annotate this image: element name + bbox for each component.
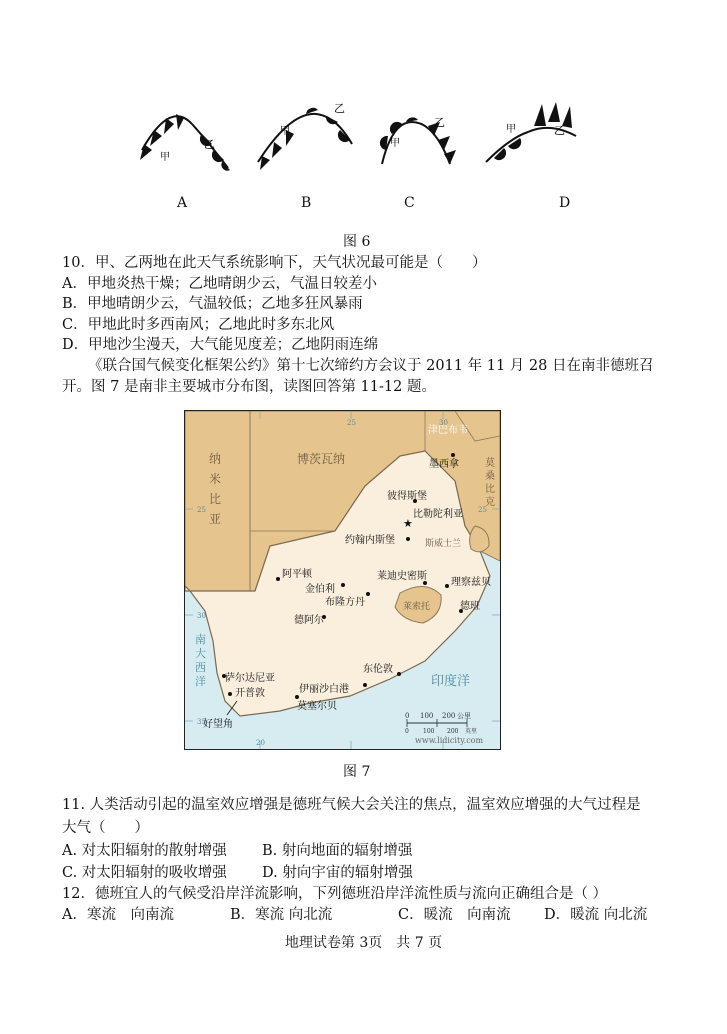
city-ladysmith: 理察兹贝 bbox=[451, 577, 491, 588]
city-bloemfontein: 布隆方丹 bbox=[325, 597, 365, 608]
svg-text:亚: 亚 bbox=[209, 512, 222, 526]
intro-line-2: 开。图 7 是南非主要城市分布图，读图回答第 11-12 题。 bbox=[62, 379, 436, 395]
q11-stem-2: 大气（ ） bbox=[62, 820, 149, 836]
svg-text:0: 0 bbox=[405, 728, 409, 735]
page-footer: 地理试卷第 3页 共 7 页 bbox=[284, 935, 443, 951]
q12-option-c: C．暖流 向南流 bbox=[398, 907, 511, 923]
svg-text:100: 100 bbox=[423, 728, 435, 735]
front-label-c: C bbox=[404, 195, 415, 211]
q12-option-b: B．寒流 向北流 bbox=[230, 907, 333, 923]
svg-text:比: 比 bbox=[485, 484, 495, 495]
front-d bbox=[486, 102, 576, 162]
lat-tick-25: 25 bbox=[197, 506, 206, 514]
label-atlantic bbox=[195, 633, 206, 688]
svg-text:洋: 洋 bbox=[195, 675, 206, 688]
q12-stem: 12．德班宜人的气候受沿岸洋流影响，下列德班沿岸洋流性质与流向正确组合是（ ） bbox=[62, 886, 608, 902]
q10-option-c: C．甲地此时多西南风；乙地此时多东北风 bbox=[62, 317, 335, 333]
label-botswana: 博茨瓦纳 bbox=[297, 452, 346, 466]
q10-option-a: A．甲地炎热干燥；乙地晴朗少云，气温日较差小 bbox=[62, 276, 377, 292]
svg-text:公里: 公里 bbox=[457, 712, 471, 720]
label-lesotho: 莱索托 bbox=[403, 602, 431, 612]
city-de-aar: 德阿尔 bbox=[294, 615, 324, 626]
intro-line-1: 《联合国气候变化框架公约》第十七次缔约方会议于 2011 年 11 月 28 日在南非德班召 bbox=[88, 358, 654, 374]
front-b-jia: 甲 bbox=[280, 126, 290, 137]
figure6-caption: 图 6 bbox=[343, 234, 371, 250]
lat-tick-25-right: 25 bbox=[478, 506, 487, 514]
figure7-map bbox=[184, 410, 501, 750]
q12-option-d: D．暖流 向北流 bbox=[544, 907, 648, 923]
q11-option-c: C. 对太阳辐射的吸收增强 bbox=[62, 865, 227, 881]
front-a-yi: 乙 bbox=[204, 138, 215, 151]
front-b-yi: 乙 bbox=[334, 102, 345, 115]
figure6-fronts bbox=[130, 92, 600, 212]
svg-text:莫: 莫 bbox=[485, 458, 495, 469]
pretoria-star: ★ bbox=[403, 517, 413, 530]
long-tick-30: 30 bbox=[439, 419, 448, 427]
city-maputo: 墨西拿 bbox=[429, 459, 459, 470]
q12-options-row bbox=[62, 905, 647, 925]
city-mossel-bay: 莫塞尔贝 bbox=[297, 701, 337, 712]
front-label-d: D bbox=[559, 195, 571, 211]
lat-tick-30: 30 bbox=[197, 612, 206, 620]
q11-options-row-2 bbox=[62, 863, 413, 883]
city-cape-town: 开普敦 bbox=[235, 688, 265, 699]
city-johannesburg: 约翰内斯堡 bbox=[345, 535, 395, 546]
q10-option-d: D．甲地沙尘漫天，大气能见度差；乙地阴雨连绵 bbox=[62, 337, 379, 353]
front-label-b: B bbox=[301, 195, 312, 211]
q11-stem-1: 11. 人类活动引起的温室效应增强是德班气候大会关注的焦点，温室效应增强的大气过程是 bbox=[62, 797, 641, 813]
front-b bbox=[258, 102, 352, 170]
svg-text:200: 200 bbox=[447, 728, 459, 735]
front-d-yi: 乙 bbox=[554, 124, 565, 137]
svg-text:南: 南 bbox=[195, 633, 206, 646]
q11-options-row-1 bbox=[62, 841, 412, 861]
city-east-london: 东伦敦 bbox=[363, 664, 393, 675]
city-saldanha: 萨尔达尼亚 bbox=[225, 673, 275, 684]
svg-text:大: 大 bbox=[195, 647, 206, 660]
q10-option-b: B．甲地晴朗少云，气温较低；乙地多狂风暴雨 bbox=[62, 296, 363, 312]
city-upington: 阿平顿 bbox=[282, 569, 312, 580]
svg-text:英里: 英里 bbox=[465, 728, 478, 735]
city-kimberley: 金伯利 bbox=[305, 584, 335, 595]
city-pretoria: 比勒陀利亚 bbox=[413, 509, 463, 520]
svg-text:100: 100 bbox=[420, 712, 434, 720]
q12-option-a: A．寒流 向南流 bbox=[62, 907, 174, 923]
city-welkom: 莱迪史密斯 bbox=[377, 571, 427, 582]
svg-text:西: 西 bbox=[195, 661, 206, 674]
front-a-jia: 甲 bbox=[160, 152, 170, 163]
city-durban: 德班 bbox=[460, 601, 480, 612]
svg-text:米: 米 bbox=[209, 472, 222, 486]
figure7-caption: 图 7 bbox=[343, 764, 371, 780]
city-cape: 好望角 bbox=[203, 719, 233, 730]
front-a bbox=[140, 114, 230, 171]
label-swaziland: 斯威士兰 bbox=[425, 539, 462, 549]
q10-stem: 10．甲、乙两地在此天气系统影响下，天气状况最可能是（ ） bbox=[62, 255, 487, 271]
svg-text:比: 比 bbox=[209, 492, 222, 506]
q11-option-a: A. 对太阳辐射的散射增强 bbox=[62, 843, 227, 859]
front-c-yi: 乙 bbox=[434, 116, 445, 129]
long-tick-25: 25 bbox=[347, 419, 356, 427]
q11-option-b: B. 射向地面的辐射增强 bbox=[262, 843, 413, 859]
svg-text:桑: 桑 bbox=[485, 471, 495, 482]
svg-text:200: 200 bbox=[442, 712, 456, 720]
city-polokwane: 彼得斯堡 bbox=[387, 491, 427, 502]
q11-option-d: D. 射向宇宙的辐射增强 bbox=[262, 865, 413, 881]
front-label-a: A bbox=[177, 195, 188, 211]
long-tick-20: 20 bbox=[256, 739, 265, 747]
front-c-jia: 甲 bbox=[390, 138, 400, 149]
label-indian-ocean: 印度洋 bbox=[431, 674, 471, 689]
city-port-elizabeth: 伊丽沙白港 bbox=[299, 684, 349, 695]
front-d-jia: 甲 bbox=[506, 124, 516, 135]
lat-tick-35: 35 bbox=[197, 718, 206, 726]
front-c bbox=[380, 116, 456, 164]
label-zimbabwe: 津巴布韦 bbox=[428, 425, 468, 436]
svg-text:克: 克 bbox=[485, 497, 495, 508]
svg-text:纳: 纳 bbox=[209, 452, 222, 466]
svg-text:0: 0 bbox=[405, 712, 410, 720]
map-source: www.lidicity.com bbox=[415, 736, 484, 745]
